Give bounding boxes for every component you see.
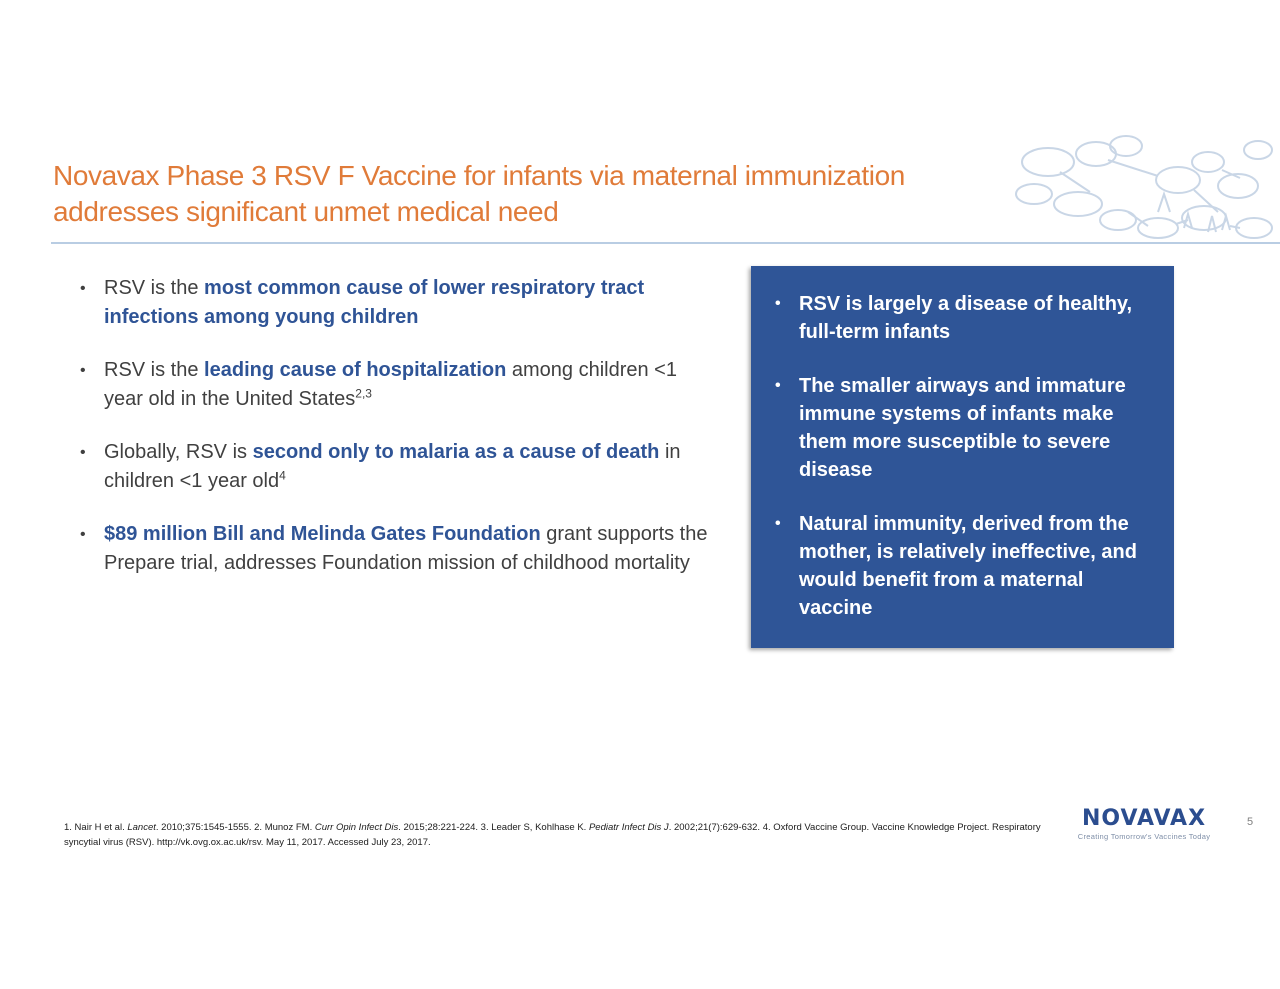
panel-item: • RSV is largely a disease of healthy, full-term infants (775, 290, 1155, 346)
bullet-icon: • (775, 295, 781, 312)
slide-title-line1: Novavax Phase 3 RSV F Vaccine for infants via maternal immunization (53, 160, 905, 191)
list-item: • $89 million Bill and Melinda Gates Foundation grant supports the Prepare trial, addresses Foundation mission of childhood mortality (80, 520, 720, 578)
novavax-logo (1068, 806, 1220, 842)
bullet-icon: • (775, 377, 781, 394)
highlight-text: most common cause of lower respiratory tract infections among young children (104, 277, 645, 328)
slide-title-line2: addresses significant unmet medical need (53, 196, 559, 227)
bullet-icon: • (80, 444, 86, 461)
highlight-panel (751, 266, 1174, 648)
panel-item: • Natural immunity, derived from the mother, is relatively ineffective, and would benefit from a maternal vaccine (775, 510, 1155, 622)
virus-illustration-icon (1008, 132, 1280, 246)
highlight-text: $89 million Bill and Melinda Gates Foundation (104, 523, 541, 545)
bullet-icon: • (80, 362, 86, 379)
references-footnote: 1. Nair H et al. Lancet. 2010;375:1545-1555. 2. Munoz FM. Curr Opin Infect Dis. 2015;28:221-224. 3. Leader S, Kohlhase K. Pediatr Infect Dis J. 2002;21(7):629-632. 4. Oxford Vaccine Group. Vaccine Knowledge Project. Respiratory syncytial virus (RSV). http://vk.ovg.ox.ac.uk/rsv. May 11, 2017. Accessed July 23, 2017. (64, 822, 1041, 848)
slide-title (53, 158, 973, 230)
logo-wordmark: NOVAVAX (1081, 806, 1207, 831)
list-item: • RSV is the most common cause of lower respiratory tract infections among young children (80, 274, 720, 332)
highlight-text: leading cause of hospitalization (204, 359, 507, 381)
key-facts-list (80, 274, 720, 602)
title-divider (51, 242, 1280, 244)
panel-item: • The smaller airways and immature immune systems of infants make them more susceptible to severe disease (775, 372, 1155, 484)
highlight-text: second only to malaria as a cause of death (252, 441, 660, 463)
panel-list (775, 290, 1155, 648)
bullet-icon: • (80, 526, 86, 543)
reference-superscript: 2,3 (355, 386, 372, 401)
bullet-icon: • (80, 280, 86, 297)
logo-tagline: Creating Tomorrow's Vaccines Today (1077, 832, 1211, 841)
page-number: 5 (1247, 816, 1254, 828)
list-item: • Globally, RSV is second only to malaria as a cause of death in children <1 year old$^4$ (80, 438, 720, 496)
reference-superscript: 4 (279, 468, 286, 483)
list-item: • RSV is the leading cause of hospitalization among children <1 year old in the United States$^{2,3}$ (80, 356, 720, 414)
bullet-icon: • (775, 515, 781, 532)
